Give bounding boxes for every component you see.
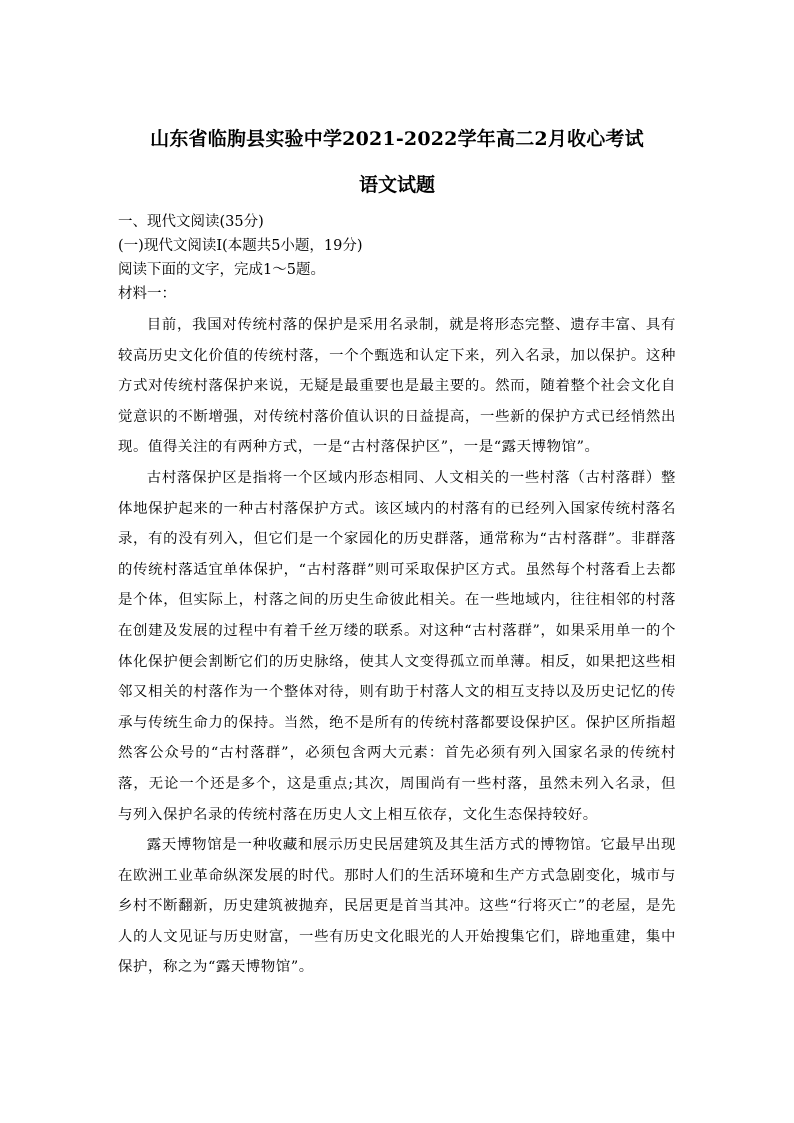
material-label: 材料一： <box>118 286 176 302</box>
document-subtitle: 语文试题 <box>358 174 435 196</box>
document-title: 山东省临朐县实验中学2021-2022学年高二2月收心考试 <box>150 128 644 150</box>
instruction-text: 阅读下面的文字，完成1～5题。 <box>118 262 325 278</box>
section-heading: 一、现代文阅读(35分) <box>118 214 264 230</box>
material-body <box>118 310 676 983</box>
paragraph: 目前，我国对传统村落的保护是采用名录制，就是将形态完整、遗存丰富、具有较高历史文化价值的传统村落，一个个甄选和认定下来，列入名录，加以保护。这种方式对传统村落保护来说，无疑是最重要也是最主要的。然而，随着整个社会文化自觉意识的不断增强，对传统村落价值认识的日益提高，一些新的保护方式已经悄然出现。值得关注的有两种方式，一是“古村落保护区”，一是“露天博物馆”。 <box>118 317 676 456</box>
paragraph: 露天博物馆是一种收藏和展示历史民居建筑及其生活方式的博物馆。它最早出现在欧洲工业革命纵深发展的时代。那时人们的生活环境和生产方式急剧变化，城市与乡村不断翻新，历史建筑被抛弃，民居更是首当其冲。这些“行将灭亡”的老屋，是先人的人文见证与历史财富，一些有历史文化眼光的人开始搜集它们，辟地重建，集中保护，称之为“露天博物馆”。 <box>118 837 676 976</box>
subsection-heading: (一)现代文阅读Ⅰ(本题共5小题，19分) <box>118 238 363 254</box>
paragraph: 古村落保护区是指将一个区域内形态相同、人文相关的一些村落（古村落群）整体地保护起来的一种古村落保护方式。该区域内的村落有的已经列入国家传统村落名录，有的没有列入，但它们是一个家园化的历史群落，通常称为“古村落群”。非群落的传统村落适宜单体保护，“古村落群”则可采取保护区方式。虽然每个村落看上去都是个体，但实际上，村落之间的历史生命彼此相关。在一些地域内，往往相邻的村落在创建及发展的过程中有着千丝万缕的联系。对这种“古村落群”，如果采用单一的个体化保护便会割断它们的历史脉络，使其人文变得孤立而单薄。相反，如果把这些相邻又相关的村落作为一个整体对待，则有助于村落人文的相互支持以及历史记忆的传承与传统生命力的保持。当然，绝不是所有的传统村落都要设保护区。保护区所指超然客公众号的“古村落群”，必须包含两大元素：首先必须有列入国家名录的传统村落，无论一个还是多个，这是重点;其次，周围尚有一些村落，虽然未列入名录，但与列入保护名录的传统村落在历史人文上相互依存，文化生态保持较好。 <box>118 469 676 823</box>
